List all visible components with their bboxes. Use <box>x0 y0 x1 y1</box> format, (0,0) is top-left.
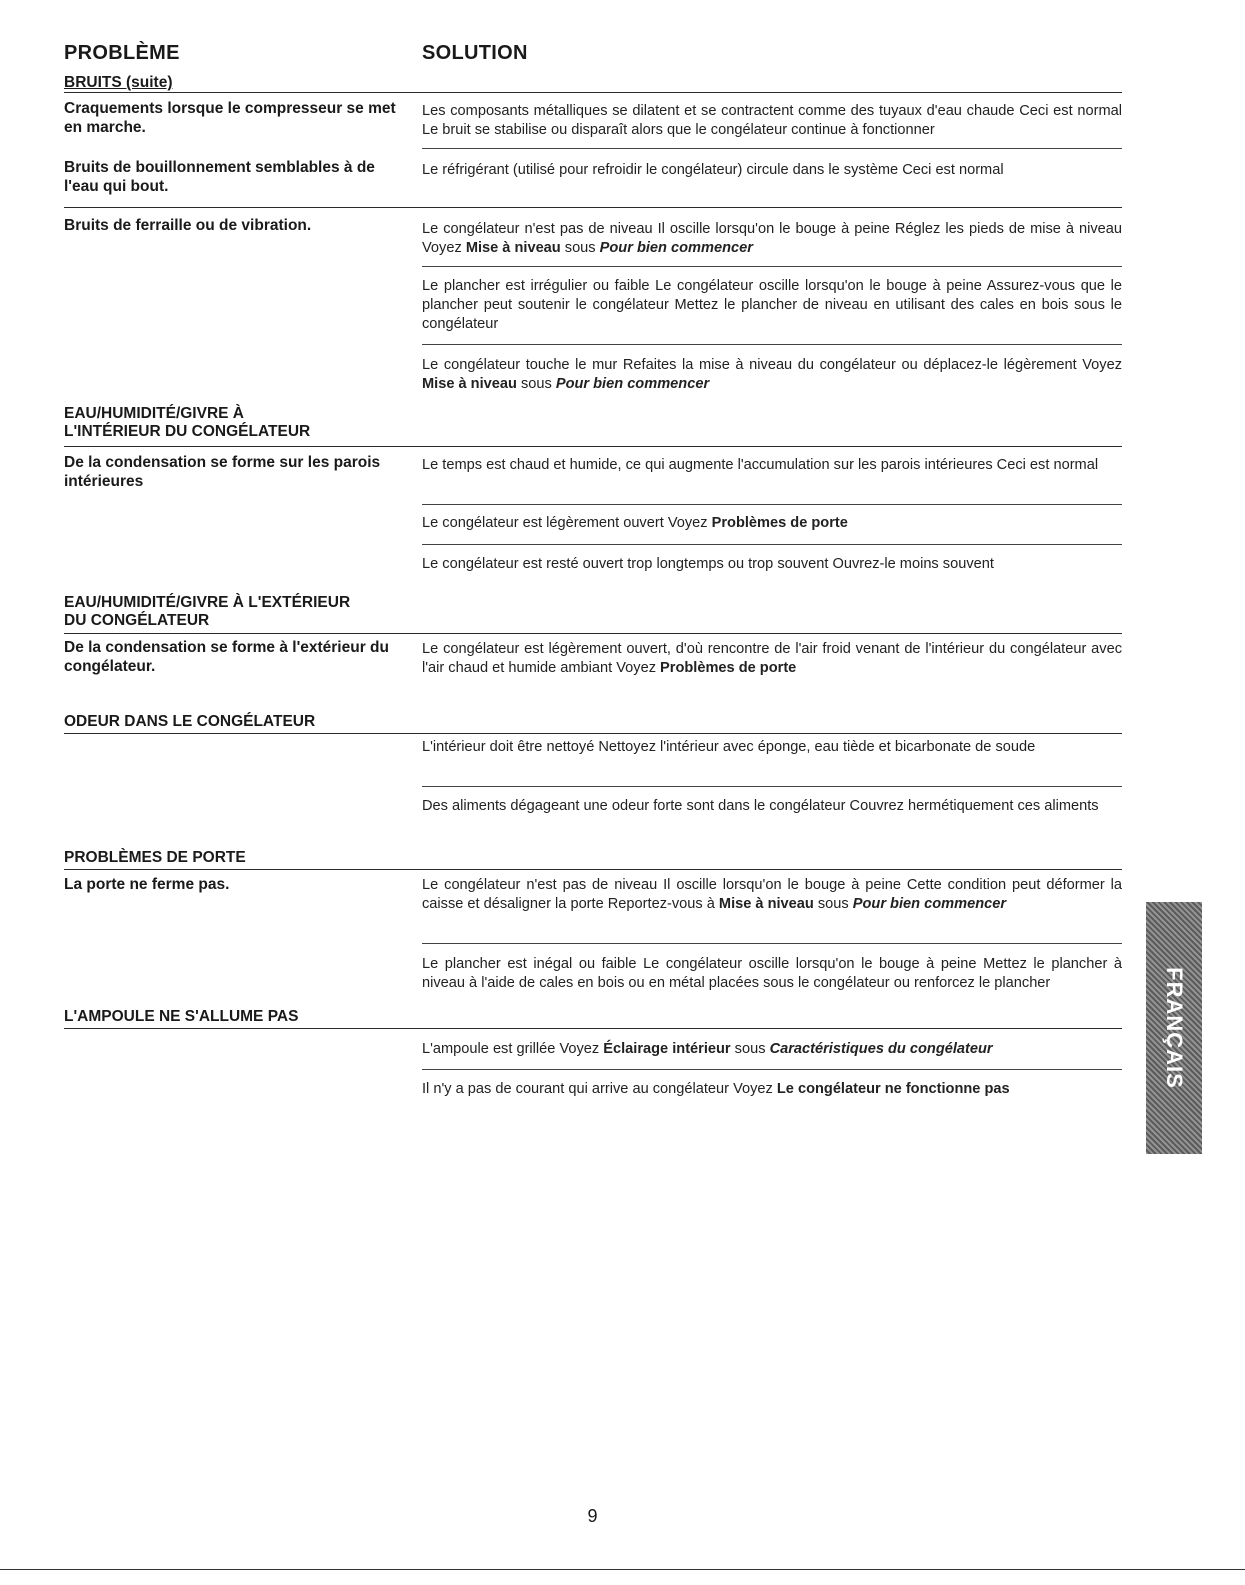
solution-divider <box>422 344 1122 345</box>
solution-divider <box>422 1069 1122 1070</box>
solution-text: Le plancher est irrégulier ou faible Le congélateur oscille lorsqu'on le bouge à peine Assurez-vous que le plancher peut soutenir le congélateur Mettez le plancher de niveau en utilisant des cales en bois sous le congélateur <box>422 278 1122 332</box>
solution-divider <box>422 943 1122 944</box>
section-title-eau-exterieur: EAU/HUMIDITÉ/GIVRE À L'EXTÉRIEUR DU CONGÉLATEUR <box>64 594 351 629</box>
section-rule <box>64 869 1122 870</box>
section-title-eau-interieur: EAU/HUMIDITÉ/GIVRE À L'INTÉRIEUR DU CONGÉLATEUR <box>64 405 311 440</box>
problem-craquements: Craquements lorsque le compresseur se met en marche. <box>64 100 396 136</box>
solution-text: Le congélateur est légèrement ouvert, d'où rencontre de l'air froid venant de l'intérieur du congélateur avec l'air chaud et humide ambiant Voyez Problèmes de porte <box>422 641 1122 676</box>
solution-text: Le réfrigérant (utilisé pour refroidir le congélateur) circule dans le système Ceci est normal <box>422 162 1004 178</box>
problem-condensation-interieure: De la condensation se forme sur les parois intérieures <box>64 454 381 490</box>
section-title-ampoule: L'AMPOULE NE S'ALLUME PAS <box>64 1008 299 1025</box>
solution-text: Les composants métalliques se dilatent et se contractent comme des tuyaux d'eau chaude Ceci est normal Le bruit se stabilise ou disparaît alors que le congélateur continue à fonctionner <box>422 103 1122 138</box>
solution-divider <box>422 786 1122 787</box>
page-bottom-rule <box>0 1569 1245 1570</box>
solution-text: Des aliments dégageant une odeur forte sont dans le congélateur Couvrez hermétiquement ces aliments <box>422 798 1099 814</box>
problem-column-header: PROBLÈME <box>64 42 180 64</box>
solution-text: Le congélateur est resté ouvert trop longtemps ou trop souvent Ouvrez-le moins souvent <box>422 556 994 572</box>
problem-bouillonnement: Bruits de bouillonnement semblables à de l'eau qui bout. <box>64 159 375 195</box>
section-rule <box>64 446 1122 447</box>
problem-rule <box>64 207 1122 208</box>
solution-text: Le congélateur touche le mur Refaites la mise à niveau du congélateur ou déplacez-le légèrement Voyez Mise à niveau sous Pour bien commencer <box>422 357 1122 392</box>
solution-column-header: SOLUTION <box>422 42 528 64</box>
page-number: 9 <box>587 1506 598 1526</box>
language-side-tab <box>1146 902 1202 1154</box>
solution-divider <box>422 148 1122 149</box>
section-title-bruits: BRUITS (suite) <box>64 74 173 91</box>
solution-text: Le congélateur n'est pas de niveau Il oscille lorsqu'on le bouge à peine Réglez les pieds de mise à niveau Voyez Mise à niveau sous Pour bien commencer <box>422 221 1122 256</box>
language-tab-label: FRANÇAIS <box>1162 967 1187 1089</box>
solution-divider <box>422 544 1122 545</box>
section-rule <box>64 92 1122 93</box>
section-rule <box>64 733 1122 734</box>
solution-text: Le congélateur n'est pas de niveau Il oscille lorsqu'on le bouge à peine Cette condition peut déformer la caisse et désaligner la porte Reportez-vous à Mise à niveau sous Pour bien commencer <box>422 877 1122 912</box>
solution-divider <box>422 266 1122 267</box>
solution-text: Il n'y a pas de courant qui arrive au congélateur Voyez Le congélateur ne fonctionne pas <box>422 1081 1010 1097</box>
solution-text: Le temps est chaud et humide, ce qui augmente l'accumulation sur les parois intérieures Ceci est normal <box>422 457 1099 473</box>
solution-text: L'intérieur doit être nettoyé Nettoyez l'intérieur avec éponge, eau tiède et bicarbonate de soude <box>422 739 1036 755</box>
section-rule <box>64 1028 1122 1029</box>
section-title-porte: PROBLÈMES DE PORTE <box>64 849 246 866</box>
solution-text: Le congélateur est légèrement ouvert Voyez Problèmes de porte <box>422 515 848 531</box>
problem-condensation-exterieure: De la condensation se forme à l'extérieur du congélateur. <box>64 639 389 675</box>
problem-porte-ne-ferme-pas: La porte ne ferme pas. <box>64 876 230 893</box>
problem-ferraille: Bruits de ferraille ou de vibration. <box>64 217 312 234</box>
section-title-odeur: ODEUR DANS LE CONGÉLATEUR <box>64 713 316 730</box>
solution-divider <box>422 504 1122 505</box>
solution-text: Le plancher est inégal ou faible Le congélateur oscille lorsqu'on le bouge à peine Mettez le plancher à niveau à l'aide de cales en bois ou en métal placées sous le congélateur ou renforcez le plancher <box>422 956 1122 991</box>
section-rule <box>64 633 1122 634</box>
solution-text: L'ampoule est grillée Voyez Éclairage intérieur sous Caractéristiques du congélateur <box>422 1041 993 1057</box>
